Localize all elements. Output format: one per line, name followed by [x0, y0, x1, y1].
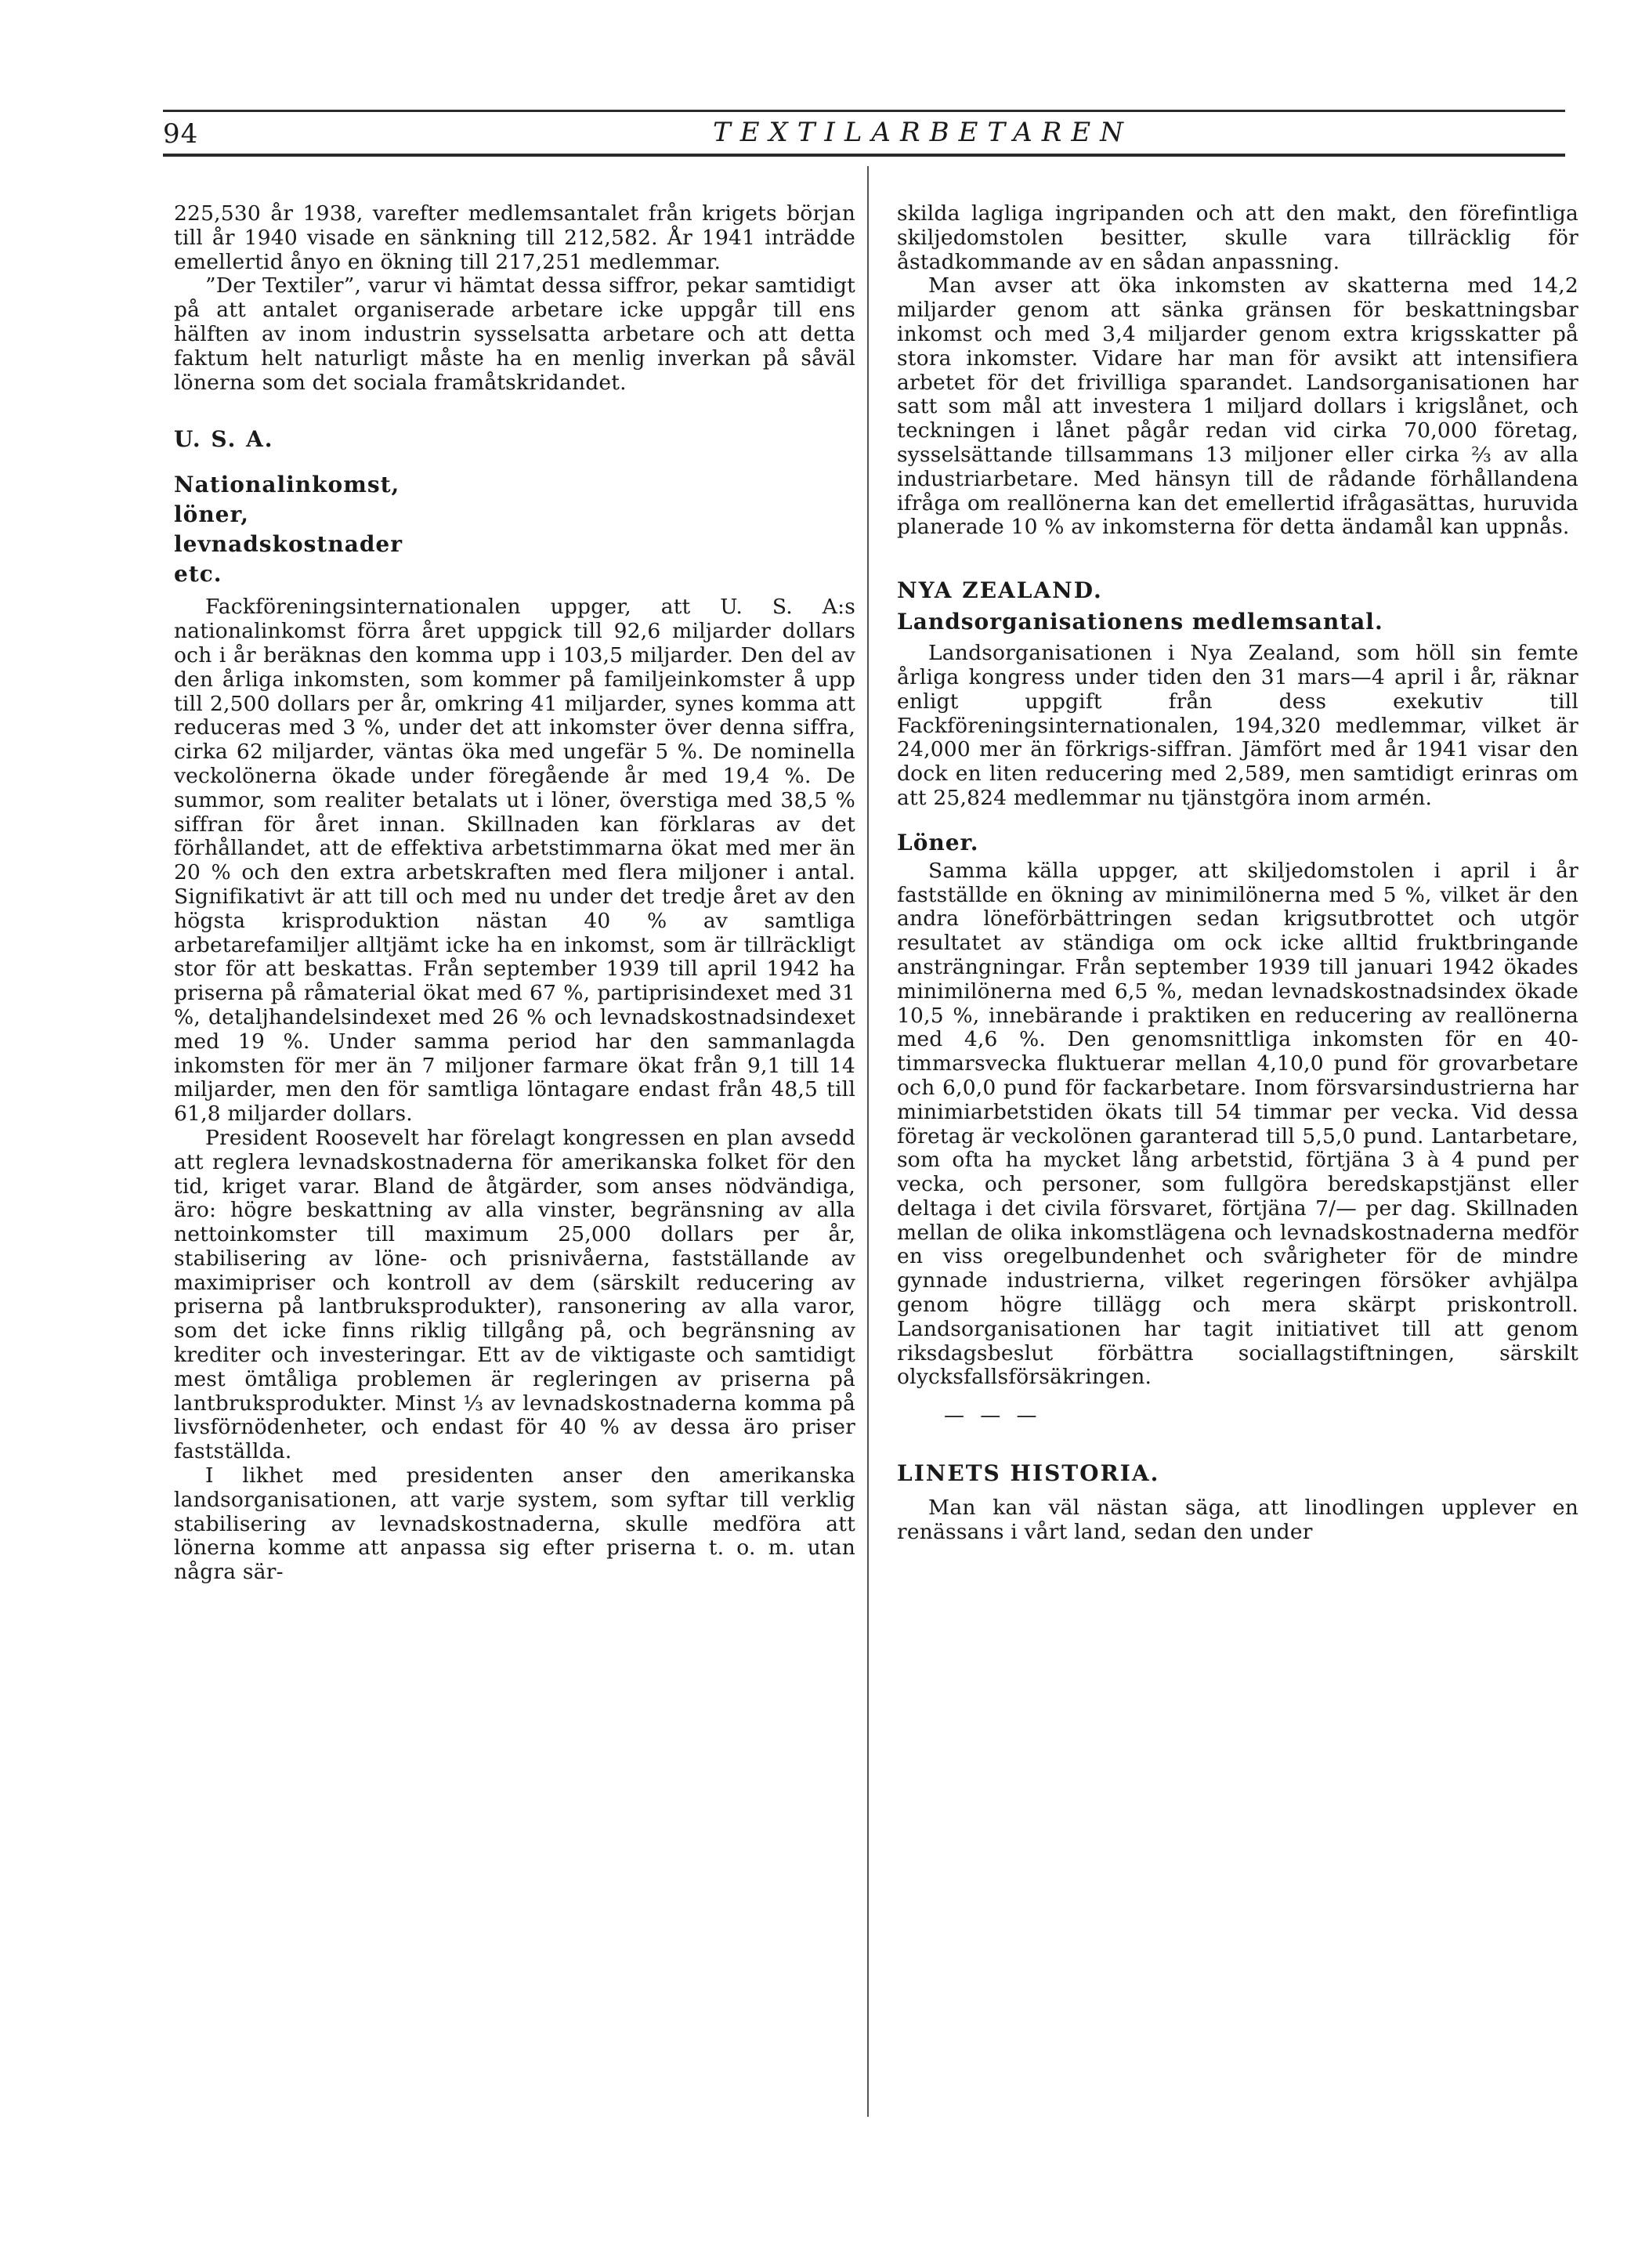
- paragraph: 225,530 år 1938, varefter medlemsantalet från krigets början till år 1940 visade en sänkning till 212,582. År 1941 inträdde emellertid ånyo en ökning till 217,251 medlemmar.: [174, 201, 855, 274]
- section-heading-usa: U. S. A.: [174, 426, 274, 453]
- section-separator: — — —: [944, 1404, 1042, 1428]
- subheading-nya-zealand: Landsorganisationens medlemsantal.: [897, 609, 1383, 635]
- paragraph: Fackföreningsinternationalen uppger, att U. S. A:s nationalinkomst förra året uppgick till 92,6 miljarder dollars och i år beräknas den komma upp i 103,5 miljarder. Den del av den årliga inkomsten, som kommer på familjeinkomster å upp till 2,500 dollars per år, omkring 41 miljarder, synes komma att reduceras med 3 %, under det att inkomster över denna siffra, cirka 62 miljarder, väntas öka med ungefär 5 %. De nominella veckolönerna ökade under föregående år med 19,4 %. De summor, som realiter betalats ut i löner, överstiga med 38,5 % siffran för året innan. Skillnaden kan förklaras av det förhållandet, att de effektiva arbetstimmarna ökat med mer än 20 % och den extra arbetskraften med flera miljoner i antal. Signifikativt är att till och med nu under det tredje året av den högsta krisproduktion nästan 40 % av samtliga arbetarefamiljer alltjämt icke ha en inkomst, som är tillräckligt stor för att beskattas. Från september 1939 till april 1942 ha priserna på råmaterial ökat med 67 %, partiprisindexet med 31 %, detaljhandelsindexet med 26 % och levnadskostnadsindexet med 19 %. Under samma period har den sammanlagda inkomsten för mer än 7 miljoner farmare ökat från 9,1 till 14 miljarder, men den för samtliga löntagare endast från 48,5 till 61,8 miljarder dollars.: [174, 595, 855, 1127]
- running-title: TEXTILARBETAREN: [713, 117, 1133, 148]
- running-header: [163, 114, 1565, 157]
- paragraph: Samma källa uppger, att skiljedomstolen i april i år fastställde en ökning av minimilönerna med 5 %, vilket är den andra löneförbättringen sedan krigsutbrottet och utgör resultatet av ständiga om ock icke alltid fruktbringande ansträngningar. Från september 1939 till januari 1942 ökades minimilönerna med 6,5 %, medan levnadskostnadsindex ökade 10,5 %, innebärande i praktiken en reducering av reallönerna med 4,6 %. Den genomsnittliga inkomsten för en 40-timmarsvecka fluktuerar mellan 4,10,0 pund för grovarbetare och 6,0,0 pund för fackarbetare. Inom försvarsindustrierna har minimiarbetstiden ökats till 54 timmar per vecka. Vid dessa företag är veckolönen garanterad till 5,5,0 pund. Lantarbetare, som ofta ha mycket lång arbetstid, förtjäna 3 à 4 pund per vecka, och personer, som fullgöra beredskapstjänst eller deltaga i det civila försvaret, förtjäna 7/— per dag. Skillnaden mellan de olika inkomstlägena och levnadskostnaderna medför en viss oregelbundenhet och svårigheter för de mindre gynnade industrierna, vilket regeringen försöker avhjälpa genom högre tillägg och mera skärpt priskontroll. Landsorganisationen har tagit initiativet till att genom riksdagsbeslut förbättra sociallagstiftningen, särskilt olycksfallsförsäkringen.: [897, 858, 1578, 1390]
- paragraph: skilda lagliga ingripanden och att den makt, den förefintliga skiljedomstolen besitter, skulle vara tillräcklig för åstadkommande av en sådan anpassning.: [897, 201, 1578, 274]
- page-number: 94: [163, 118, 199, 150]
- subheading-usa: Nationalinkomst, löner, levnadskostnader etc.: [174, 472, 403, 588]
- section-heading-linets-historia: LINETS HISTORIA.: [897, 1460, 1160, 1487]
- column-divider: [867, 166, 869, 2117]
- paragraph: President Roosevelt har förelagt kongressen en plan avsedd att reglera levnadskostnaderna för amerikanska folket för den tid, kriget varar. Bland de åtgärder, som anses nödvändiga, äro: högre beskattning av alla vinster, begränsning av alla nettoinkomster till maximum 25,000 dollars per år, stabilisering av löne- och prisnivåerna, fastställande av maximipriser och kontroll av dem (särskilt reducering av priserna på lantbruksprodukter), ransonering av alla varor, som det icke finns riklig tillgång på, och begränsning av krediter och investeringar. Ett av de viktigaste och samtidigt mest ömtåliga problemen är regleringen av priserna på lantbruksprodukter. Minst ⅓ av levnadskostnaderna komma på livsförnödenheter, och endast för 40 % av dessa äro priser fastställda.: [174, 1125, 855, 1464]
- right-column: [897, 202, 1578, 1545]
- header-rule-bottom: [163, 154, 1565, 157]
- paragraph: ”Der Textiler”, varur vi hämtat dessa siffror, pekar samtidigt på att antalet organiserade arbetare icke uppgår till ens hälften av inom industrin sysselsatta arbetare och att detta faktum helt naturligt måste ha en menlig inverkan på såväl lönerna som det sociala framåtskridandet.: [174, 273, 855, 395]
- paragraph: Man kan väl nästan säga, att linodlingen upplever en renässans i vårt land, sedan den under: [897, 1496, 1578, 1545]
- paragraph: Landsorganisationen i Nya Zealand, som höll sin femte årliga kongress under tiden den 31 mars—4 april i år, räknar enligt uppgift från dess exekutiv till Fackföreningsinternationalen, 194,320 medlemmar, vilket är 24,000 mer än förkrigs-siffran. Jämfört med år 1941 visar den dock en liten reducering med 2,589, men samtidigt erinras om att 25,824 medlemmar nu tjänstgöra inom armén.: [897, 641, 1578, 810]
- subheading-loner: Löner.: [897, 829, 979, 855]
- left-column: [174, 202, 855, 1585]
- paragraph: I likhet med presidenten anser den amerikanska landsorganisationen, att varje system, som syftar till verklig stabilisering av levnadskostnaderna, skulle medföra att lönerna komme att anpassa sig efter priserna t. o. m. utan några sär-: [174, 1463, 855, 1585]
- paragraph: Man avser att öka inkomsten av skatterna med 14,2 miljarder genom att sänka gränsen för beskattningsbar inkomst och med 3,4 miljarder genom extra krigsskatter på stora inkomster. Vidare har man för avsikt att intensifiera arbetet för det frivilliga sparandet. Landsorganisationen har satt som mål att investera 1 miljard dollars i krigslånet, och teckningen i lånet pågår redan vid cirka 70,000 företag, sysselsättande tillsammans 13 miljoner eller cirka ⅔ av alla industriarbetare. Med hänsyn till de rådande förhållandena ifråga om reallönerna kan det emellertid ifrågasättas, huruvida planerade 10 % av inkomsterna för detta ändamål kan uppnås.: [897, 273, 1578, 540]
- header-rule-top: [163, 110, 1565, 112]
- section-heading-nya-zealand: NYA ZEALAND.: [897, 577, 1103, 604]
